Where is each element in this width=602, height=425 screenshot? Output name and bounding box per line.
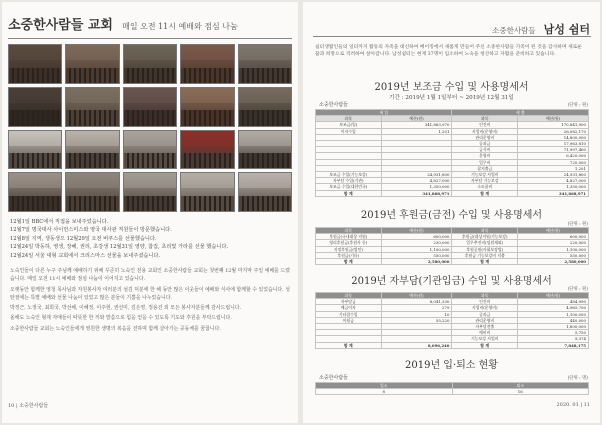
table-cell: 업무추진비(임원제외)	[452, 240, 518, 246]
report-period: 기간 : 2019년 1월 1일부터 ~ 2019년 12월 31일	[389, 95, 514, 101]
page-subtitle: 매일 오전 11시 예배와 점심 나눔	[122, 22, 238, 31]
subsidy-table	[315, 109, 589, 197]
table-cell: 484,990	[518, 299, 589, 305]
table-cell: 자부담 수입(기관)	[316, 178, 382, 184]
church-photo	[180, 172, 234, 212]
report-title-subsidy: 2019년 보조금 수입 및 사용명세서	[374, 82, 529, 93]
church-photo	[65, 130, 119, 170]
church-photo	[123, 87, 177, 127]
table-header-cell: 과목	[452, 293, 518, 299]
table-cell: 지정후원금(법인)	[316, 246, 382, 252]
page-heading	[8, 14, 292, 34]
table-cell: 기능보강 사업비	[452, 172, 518, 178]
table-cell: 8,041,330	[381, 299, 452, 305]
table-cell: 17,963,810	[518, 141, 589, 147]
table-cell: 자부담전출	[452, 324, 518, 330]
church-photo	[65, 172, 119, 212]
table-cell: 16	[452, 389, 589, 395]
church-photo	[65, 87, 119, 127]
table-cell: 합 계	[316, 190, 382, 196]
table-cell: 사업비(운영비)	[452, 305, 518, 311]
org-label: 소중한사람들	[319, 375, 348, 381]
heading-rule	[313, 36, 591, 37]
table-cell: 기타잡수입	[316, 311, 382, 317]
church-photo	[238, 130, 292, 170]
table-cell: 24,931,800	[381, 172, 452, 178]
table-cell: 자부담금	[316, 299, 382, 305]
heading-rule	[8, 38, 292, 39]
table-cell: 이월금	[316, 317, 382, 323]
table-cell: 4,827,000	[381, 178, 452, 184]
table-cell: 1,201	[381, 128, 452, 134]
table-cell: 14,800,000	[518, 134, 589, 140]
report-title-self-funded: 2019년 자부담(기관입금) 수입 및 사용명세서	[351, 276, 552, 287]
table-cell: 4,827,000	[518, 178, 589, 184]
page-footer-left: 10 | 소중한사람들	[8, 403, 49, 409]
table-cell: 관리운영비	[452, 317, 518, 323]
table-cell: 후원금 기능보강비 지출	[452, 252, 518, 258]
unit-label: (단위 : 원)	[567, 287, 588, 292]
table-cell: 2,580,000	[381, 259, 452, 265]
table-header-cell: 예산(원)	[381, 228, 452, 234]
table-header-cell: 예산(원)	[518, 293, 589, 299]
table-cell: 운영비	[452, 153, 518, 159]
table-cell: 후원금(기타)	[316, 252, 382, 258]
table-cell: 4,965,700	[518, 305, 589, 311]
table-cell: 341,868,971	[381, 190, 452, 196]
table-cell: 220,000	[518, 240, 589, 246]
table-cell: 1,350,000	[381, 184, 452, 190]
table-cell: 55,220	[381, 317, 452, 323]
table-cell: 인건비	[452, 122, 518, 128]
table-cell: 잡지출금	[452, 165, 518, 171]
church-photo	[8, 130, 62, 170]
table-cell: 예산(원)	[518, 116, 589, 122]
table-cell: 보조금 수입(기능보강)	[316, 172, 382, 178]
table-cell: 예산(원)	[381, 116, 452, 122]
table-cell: 10	[381, 311, 452, 317]
unit-label: (단위 : 명)	[567, 376, 588, 381]
table-cell: 합 계	[452, 259, 518, 265]
donation-table	[315, 227, 589, 265]
article-paragraph: 박정근, 노정국, 최희국, 박선혜, 이혜정, 이주현, 권선미, 김은영, 정용진 외 모든 봉사자분들께 감사드립니다.	[10, 305, 242, 312]
section-title: 남성 쉼터	[543, 23, 590, 36]
table-header-cell: 퇴소	[452, 383, 589, 389]
church-photo	[8, 87, 62, 127]
table-cell: 과목	[316, 116, 382, 122]
church-photo	[123, 172, 177, 212]
table-header-cell: 예산(원)	[518, 228, 589, 234]
table-cell: 기능보강 사업비	[452, 336, 518, 342]
table-total-row	[316, 259, 589, 265]
table-cell: 341,868,971	[518, 190, 589, 196]
article-paragraph: 소중한사람들 교회는 노숙인들에게 영원한 생명의 복음을 전하며 함께 살아가는 공동체를 꿈꿉니다.	[10, 325, 221, 332]
table-cell: 9,374	[518, 336, 589, 342]
table-cell: 소모품비	[452, 184, 518, 190]
table-cell: 인건비	[452, 299, 518, 305]
table-cell: 예비비	[452, 330, 518, 336]
page-footer-right: 2020. 01 | 11	[556, 402, 590, 408]
table-cell: 급식비	[452, 147, 518, 153]
left-page	[2, 2, 298, 423]
table-cell: 예금이자	[316, 305, 382, 311]
table-header-cell: 입소	[316, 383, 453, 389]
table-cell: 자부담 기능보강	[452, 178, 518, 184]
table-cell: 보조금(입)	[316, 122, 382, 128]
table-cell: 1,100,000	[518, 246, 589, 252]
table-cell: 8	[316, 389, 453, 395]
table-cell: 영리후원금(후원사 등)	[316, 240, 382, 246]
notice-item: 12월24일 서울 대형 교회에서 크리스마스 선물을 보내주셨습니다.	[10, 252, 161, 259]
table-cell: 600,000	[518, 234, 589, 240]
table-total-row	[316, 342, 589, 348]
table-cell: 26,082,170	[518, 128, 589, 134]
table-header-cell: 예산(원)	[381, 293, 452, 299]
church-photo	[180, 44, 234, 84]
table-header-cell: 과목	[316, 293, 382, 299]
table-cell: 보조금 수입(대한민국)	[316, 184, 382, 190]
self-funded-table	[315, 292, 589, 349]
table-cell: 170,841,900	[518, 122, 589, 128]
table-cell: 24,931,800	[518, 172, 589, 178]
table-cell: 공과금	[452, 141, 518, 147]
table-cell: 550,000	[518, 252, 589, 258]
table-cell: 사업비(운영비)	[452, 128, 518, 134]
table-cell: 230,000	[381, 240, 452, 246]
table-cell: 2,580,000	[518, 259, 589, 265]
table-cell: 과목	[452, 116, 518, 122]
photo-grid	[8, 44, 292, 212]
table-cell: 합 계	[452, 190, 518, 196]
table-cell: 합 계	[316, 259, 382, 265]
table-header-cell: 과목	[316, 228, 382, 234]
church-photo	[8, 172, 62, 212]
page-title: 소중한사람들 교회	[8, 18, 113, 33]
table-header-cell: 과목	[452, 228, 518, 234]
church-photo	[65, 44, 119, 84]
table-cell: 6,420,000	[518, 153, 589, 159]
section-heading	[492, 18, 590, 37]
table-cell: 업무비	[452, 159, 518, 165]
table-cell: 600,000	[381, 234, 452, 240]
intro-paragraph: 쉼터생활인들의 일터까지 활동의 자족을 대신하여 베이킹에서 새롭게 만들어 주신 소중한사람들 가족이 된 것을 감사하며 새로운 꿈과 희망으로 격려하여 살아갑니다. 남성쉼터는 현재 37명이 입소하여 노숙을 청산하고 자활을 준비하고 있습니다.	[315, 45, 582, 57]
unit-label: (단위 : 원)	[567, 222, 588, 227]
table-cell: 후원공원(사회보장법)	[452, 246, 518, 252]
article-paragraph: 노숙인들이 다른 누구 주님께 예배하기 위해 꾸준히 노숙인 전용 교회인 소중한사람들 교회는 첫번째 12월 마지막 주일 예배를 드렸습니다. 매일 오전 11시 예배와 점심 나눔이 이어지고 있습니다.	[10, 268, 290, 283]
table-cell: 1,350,000	[518, 184, 589, 190]
section-label: 소중한사람들	[492, 26, 536, 35]
church-photo	[180, 130, 234, 170]
unit-label: (단위 : 원)	[567, 103, 588, 108]
table-cell: 관리운영비	[452, 134, 518, 140]
table-cell: 이자수입	[316, 128, 382, 134]
church-photo	[123, 130, 177, 170]
table-cell: 후원금(대상지원/기능보강)	[452, 234, 518, 240]
church-photo	[8, 44, 62, 84]
right-page	[303, 2, 600, 423]
table-row	[316, 389, 589, 395]
table-cell: 1,100,000	[381, 246, 452, 252]
table-cell: 5,750	[518, 330, 589, 336]
report-title-admissions: 2019년 입·퇴소 현황	[405, 360, 498, 371]
table-cell: 1,100,000	[518, 311, 589, 317]
table-header-cell: 세 출	[452, 110, 589, 116]
table-cell: 279	[381, 305, 452, 311]
notice-list	[10, 218, 290, 260]
report-title-donation: 2019년 후원금(금전) 수입 및 사용명세서	[360, 210, 543, 221]
notice-item: 12월1일 BBC에서 직접을 보내주었습니다.	[10, 219, 109, 225]
table-cell: 71,997,460	[518, 147, 589, 153]
org-label: 소중한사람들	[319, 102, 348, 108]
article-paragraph: 올해도 노숙인 형제 자매들이 따뜻한 한 끼와 말씀으로 힘을 얻을 수 있도록 기도와 후원을 부탁드립니다.	[10, 315, 232, 322]
table-cell: 1,201	[518, 165, 589, 171]
table-cell: 440,000	[518, 317, 589, 323]
table-cell: 1,800,000	[518, 324, 589, 330]
table-cell: 550,000	[381, 252, 452, 258]
article-paragraph: 오랫동안 함께한 영청 목사님과 자원봉사자 여러분의 섬김 덕분에 한 해 동안 많은 이웃들이 예배와 식사에 함께할 수 있었습니다. 성탄절에는 특별 예배와 선물 나눔이 있었고 많은 분들이 기쁨을 나누었습니다.	[10, 286, 290, 301]
table-cell: 341,863,970	[381, 122, 452, 128]
church-photo	[238, 172, 292, 212]
church-photo	[123, 44, 177, 84]
table-cell: 후원금(국내대상 지원)	[316, 234, 382, 240]
church-photo	[238, 44, 292, 84]
church-photo	[180, 87, 234, 127]
table-cell: 7,848,175	[518, 342, 589, 348]
table-cell: 720,000	[518, 159, 589, 165]
article-body	[10, 267, 290, 335]
notice-item: 12월7일 명국대사 사이먼스미스와 영국 대사관 직원들이 방문했습니다.	[10, 227, 172, 234]
table-total-row	[316, 190, 589, 196]
table-cell: 합 계	[452, 342, 518, 348]
table-header-cell: 세 입	[316, 110, 452, 116]
table-cell: 공과금	[452, 311, 518, 317]
admissions-table	[315, 382, 589, 395]
table-cell: 합 계	[316, 342, 382, 348]
church-photo	[238, 87, 292, 127]
notice-item: 12월8일 지역, 생동생으 12월29일 오전 버쿠스를 선물했습니다.	[10, 235, 157, 242]
table-cell: 8,096,240	[381, 342, 452, 348]
notice-item: 12월24일 박동하, 영생, 장혜, 권리, 초강생 12월31일 영양, 찹집, 초리빛 가라를 선물 했습니다.	[10, 244, 229, 251]
